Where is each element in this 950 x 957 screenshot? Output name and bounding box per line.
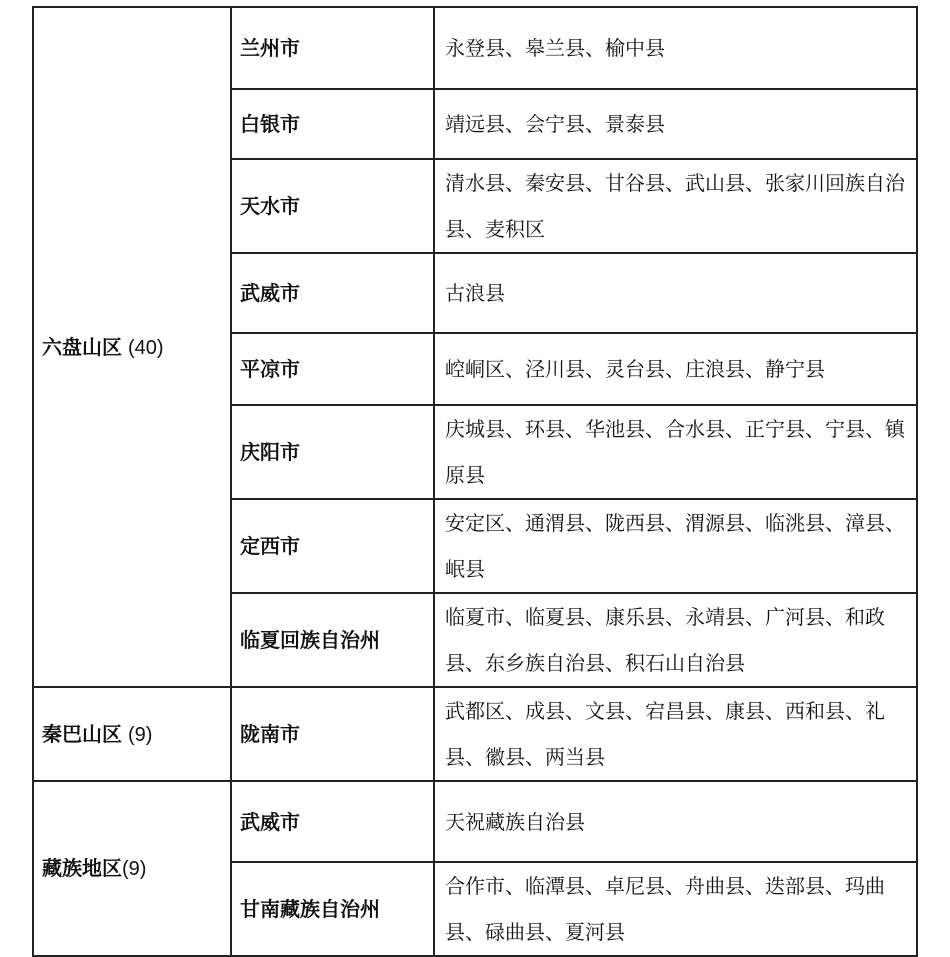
city-cell: 天水市 [231, 159, 434, 253]
table-row [33, 781, 917, 862]
city-cell: 平凉市 [231, 333, 434, 405]
region-name: 秦巴山区 [42, 721, 122, 746]
counties-cell: 清水县、秦安县、甘谷县、武山县、张家川回族自治县、麦积区 [434, 159, 917, 253]
city-cell: 临夏回族自治州 [231, 593, 434, 687]
region-cell [33, 687, 231, 781]
city-cell: 庆阳市 [231, 405, 434, 499]
counties-cell: 临夏市、临夏县、康乐县、永靖县、广河县、和政县、东乡族自治县、积石山自治县 [434, 593, 917, 687]
city-cell: 定西市 [231, 499, 434, 593]
region-cell [33, 7, 231, 687]
counties-cell: 永登县、皋兰县、榆中县 [434, 7, 917, 89]
city-cell: 武威市 [231, 253, 434, 333]
counties-cell: 合作市、临潭县、卓尼县、舟曲县、迭部县、玛曲县、碌曲县、夏河县 [434, 862, 917, 956]
poverty-counties-table [32, 6, 918, 957]
city-cell: 白银市 [231, 89, 434, 159]
region-count: (40) [128, 336, 164, 359]
counties-cell: 崆峒区、泾川县、灵台县、庄浪县、静宁县 [434, 333, 917, 405]
counties-cell: 古浪县 [434, 253, 917, 333]
counties-cell: 安定区、通渭县、陇西县、渭源县、临洮县、漳县、岷县 [434, 499, 917, 593]
table-row [33, 7, 917, 89]
city-cell: 甘南藏族自治州 [231, 862, 434, 956]
city-cell: 兰州市 [231, 7, 434, 89]
table-row [33, 687, 917, 781]
region-name: 六盘山区 [42, 334, 122, 359]
region-cell [33, 781, 231, 956]
region-count: (9) [122, 858, 147, 880]
counties-cell: 武都区、成县、文县、宕昌县、康县、西和县、礼县、徽县、两当县 [434, 687, 917, 781]
city-cell: 陇南市 [231, 687, 434, 781]
counties-cell: 靖远县、会宁县、景泰县 [434, 89, 917, 159]
counties-cell: 庆城县、环县、华池县、合水县、正宁县、宁县、镇原县 [434, 405, 917, 499]
region-name: 藏族地区 [42, 856, 122, 880]
city-cell: 武威市 [231, 781, 434, 862]
region-count: (9) [128, 723, 153, 746]
counties-cell: 天祝藏族自治县 [434, 781, 917, 862]
